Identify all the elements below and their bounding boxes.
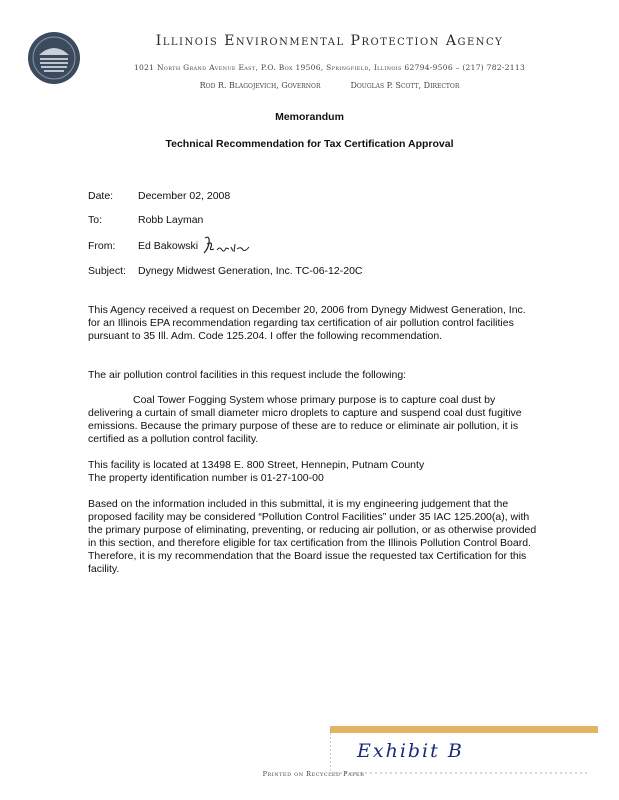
- facilities-intro-paragraph: [88, 369, 538, 382]
- director-name: Douglas P. Scott, Director: [350, 81, 460, 90]
- exhibit-label: Exhibit B: [357, 740, 464, 762]
- date-value: December 02, 2008: [138, 190, 231, 202]
- agency-name: Illinois Environmental Protection Agency: [155, 33, 504, 49]
- from-value: Ed Bakowski: [138, 240, 199, 252]
- from-label: From:: [88, 240, 116, 252]
- facility-location-text: This facility is located at 13498 E. 800 Street, Hennepin, Putnam County: [88, 459, 425, 471]
- subject-field: [88, 265, 363, 277]
- date-field: [88, 190, 230, 202]
- to-field: [88, 214, 203, 226]
- officials-line: [0, 81, 619, 90]
- subject-label: Subject:: [88, 265, 126, 277]
- property-id-text: The property identification number is 01-27-100-00: [88, 472, 324, 484]
- to-label: To:: [88, 214, 103, 226]
- intro-paragraph: [88, 304, 538, 343]
- recommendation-text: Based on the information included in this submittal, it is my engineering judgement that the proposed facility may be considered “Pollution Control Facilities” under 35 IAC 125.200(a), with the primary purpose of eliminating, preventing, or reducing air pollution, or as otherwise provided in this section, and therefore eligible for tax certification from the Illinois Pollution Control Board. Therefore, it is my recommendation that the Board issue the requested tax Certification for this facility.: [88, 498, 537, 575]
- subject-value: Dynegy Midwest Generation, Inc. TC-06-12-20C: [138, 265, 363, 277]
- facility-description-paragraph: [88, 394, 538, 446]
- facilities-intro-text: The air pollution control facilities in this request include the following:: [88, 369, 407, 381]
- agency-address: 1021 North Grand Avenue East, P.O. Box 19506, Springfield, Illinois 62794-9506 – (217) 782-2113: [133, 63, 526, 72]
- facility-description-text: Coal Tower Fogging System whose primary purpose is to capture coal dust by delivering a curtain of small diameter micro droplets to capture and suspend coal dust fugitive emissions. Because the primary purpose of these are to reduce or eliminate air pollution, it is certified as a pollution control facility.: [88, 394, 522, 445]
- facility-location-paragraph: [88, 459, 538, 485]
- governor-name: Rod R. Blagojevich, Governor: [199, 81, 321, 90]
- memo-subject-heading: Technical Recommendation for Tax Certification Approval: [165, 138, 454, 150]
- from-field: [88, 240, 198, 252]
- memo-title: Memorandum: [275, 111, 344, 123]
- recommendation-paragraph: [88, 498, 538, 576]
- intro-text: This Agency received a request on December 20, 2006 from Dynegy Midwest Generation, Inc. for an Illinois EPA recommendation regarding tax certification of air pollution control facilities pursuant to 35 Ill. Adm. Code 125.204. I offer the following recommendation.: [88, 304, 526, 342]
- date-label: Date:: [88, 190, 114, 202]
- to-value: Robb Layman: [138, 214, 204, 226]
- recycled-paper-footer: Printed on Recycled Paper: [262, 770, 365, 778]
- handwritten-initials-signature: [201, 234, 253, 258]
